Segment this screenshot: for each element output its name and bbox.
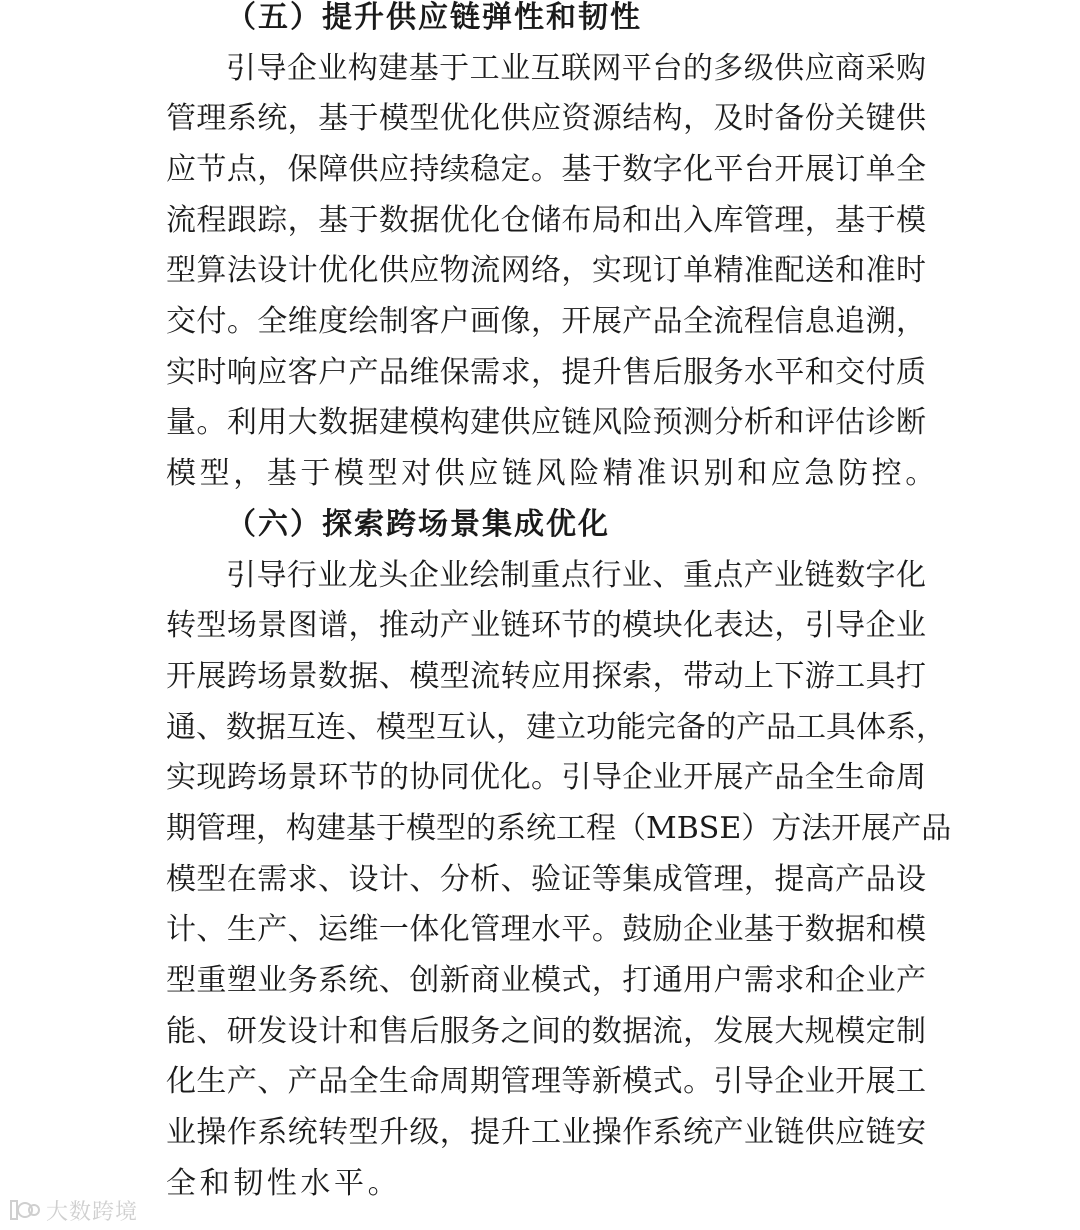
brand-logo-icon [6, 1195, 40, 1225]
section-5-line-9: 模型，基于模型对供应链风险精准识别和应急防控。 [166, 456, 939, 491]
section-5-line-8: 量。利用大数据建模构建供应链风险预测分析和评估诊断 [166, 405, 926, 440]
section-5-line-3: 应节点，保障供应持续稳定。基于数字化平台开展订单全 [166, 152, 926, 187]
section-6-line-4: 通、数据互连、模型互认，建立功能完备的产品工具体系， [166, 710, 946, 745]
section-6-line-5: 实现跨场景环节的协同优化。引导企业开展产品全生命周 [166, 760, 926, 795]
section-6-line-13: 全和韧性水平。 [166, 1166, 402, 1201]
section-5-line-1: 引导企业构建基于工业互联网平台的多级供应商采购 [226, 51, 926, 86]
section-5-line-2: 管理系统，基于模型优化供应资源结构，及时备份关键供 [166, 101, 926, 136]
section-6-line-11: 化生产、产品全生命周期管理等新模式。引导企业开展工 [166, 1064, 926, 1099]
section-5-line-4: 流程跟踪，基于数据优化仓储布局和出入库管理，基于模 [166, 203, 926, 238]
section-6-line-9: 型重塑业务系统、创新商业模式，打通用户需求和企业产 [166, 963, 926, 998]
section-6-line-6: 期管理，构建基于模型的系统工程（MBSE）方法开展产品 [166, 811, 952, 846]
section-6-line-10: 能、研发设计和售后服务之间的数据流，发展大规模定制 [166, 1014, 926, 1049]
section-6-line-2: 转型场景图谱，推动产业链环节的模块化表达，引导企业 [166, 608, 926, 643]
section-6-line-8: 计、生产、运维一体化管理水平。鼓励企业基于数据和模 [166, 912, 926, 947]
section-6-line-12: 业操作系统转型升级，提升工业操作系统产业链供应链安 [166, 1115, 926, 1150]
watermark-text: 大数跨境 [46, 1199, 139, 1225]
section-6-line-1: 引导行业龙头企业绘制重点行业、重点产业链数字化 [226, 558, 926, 593]
section-5-heading: （五）提升供应链弹性和韧性 [226, 0, 642, 35]
watermark [6, 1193, 138, 1227]
section-6-line-7: 模型在需求、设计、分析、验证等集成管理，提高产品设 [166, 862, 926, 897]
section-6-line-3: 开展跨场景数据、模型流转应用探索，带动上下游工具打 [166, 659, 926, 694]
section-5-line-5: 型算法设计优化供应物流网络，实现订单精准配送和准时 [166, 253, 926, 288]
section-5-line-6: 交付。全维度绘制客户画像，开展产品全流程信息追溯， [166, 304, 926, 339]
section-6-heading: （六）探索跨场景集成优化 [226, 507, 610, 542]
section-5-line-7: 实时响应客户产品维保需求，提升售后服务水平和交付质 [166, 355, 926, 390]
